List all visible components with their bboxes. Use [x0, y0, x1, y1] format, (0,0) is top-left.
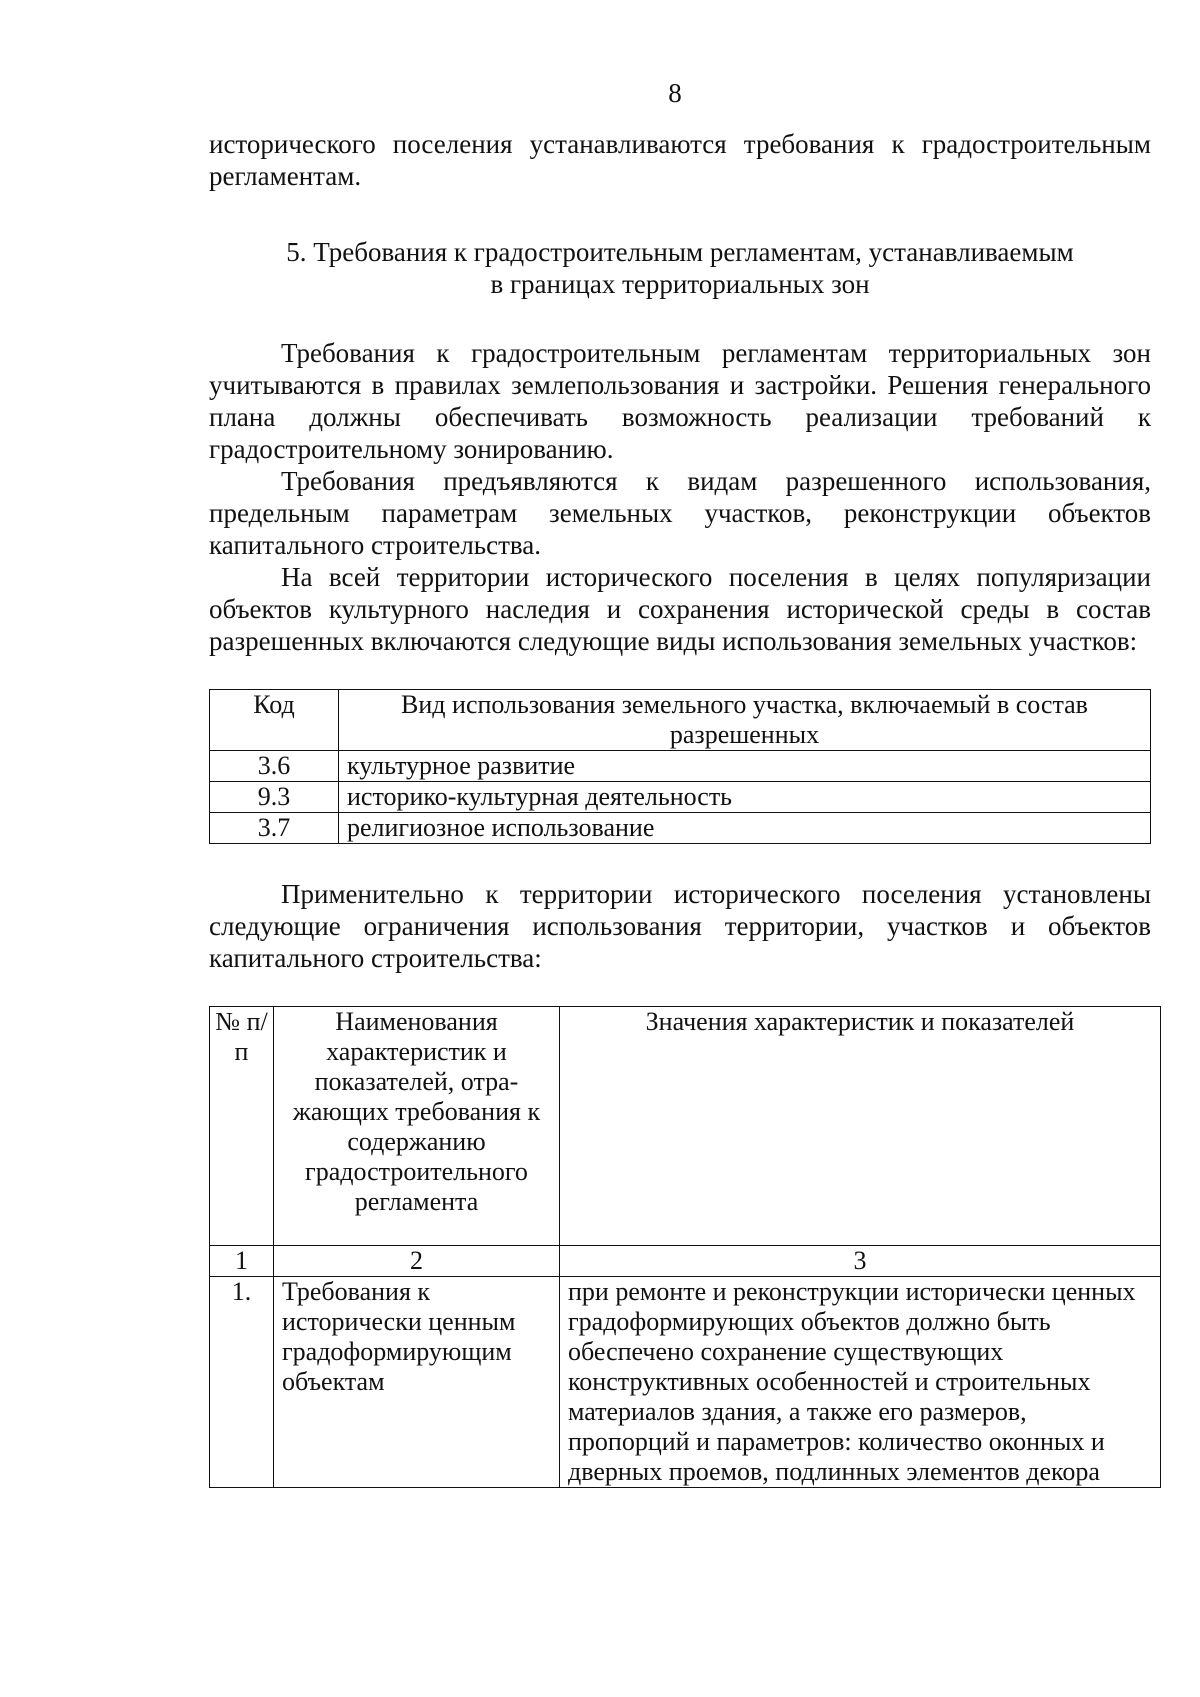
table-row	[210, 751, 1151, 782]
row-name: Требования к исторически ценным градоформирующим объектам	[274, 1277, 560, 1488]
table-row	[210, 813, 1151, 844]
header-num: № п/п	[210, 1007, 274, 1246]
column-numbers-row	[210, 1246, 1161, 1277]
header-values: Значения характеристик и показателей	[560, 1007, 1161, 1246]
table-row	[210, 1277, 1161, 1488]
restrictions-table	[209, 1006, 1161, 1488]
row-code: 9.3	[210, 782, 339, 813]
page-number: 8	[668, 78, 682, 108]
paragraph-1: Требования к градостроительным регламентам территориальных зон учитываются в правилах землепользования и застройки. Решения генерального плана должны обеспечивать возможность реализации требований к градостроительному зонированию.	[209, 338, 1151, 464]
row-code: 3.7	[210, 813, 339, 844]
row-kind: историко-культурная деятельность	[339, 782, 1151, 813]
column-number: 2	[274, 1246, 560, 1277]
column-number: 3	[560, 1246, 1161, 1277]
row-num: 1.	[210, 1277, 274, 1488]
section-heading-line-2: в границах территориальных зон	[490, 269, 870, 299]
section-heading-line-1: 5. Требования к градостроительным регламентам, устанавливаемым	[286, 237, 1074, 267]
restrictions-header-row	[210, 1007, 1161, 1246]
row-kind: культурное развитие	[339, 751, 1151, 782]
paragraph-after-table: Применительно к территории исторического поселения установлены следующие ограничения использования территории, участков и объектов капитального строительства:	[209, 879, 1151, 973]
table-row	[210, 782, 1151, 813]
row-code: 3.6	[210, 751, 339, 782]
header-kind: Вид использования земельного участка, включаемый в состав разрешенных	[339, 690, 1151, 751]
document-body	[209, 128, 1151, 1488]
section-heading	[209, 236, 1151, 300]
land-use-header-row	[210, 690, 1151, 751]
column-number: 1	[210, 1246, 274, 1277]
paragraph-3: На всей территории исторического поселения в целях популяризации объектов культурного наследия и сохранения исторической среды в состав разрешенных включаются следующие виды использования земельных участков:	[209, 562, 1151, 656]
paragraph-2: Требования предъявляются к видам разрешенного использования, предельным параметрам земельных участков, реконструкции объектов капитального строительства.	[209, 466, 1151, 560]
header-code: Код	[210, 690, 339, 751]
continuation-paragraph: исторического поселения устанавливаются требования к градостроительным регламентам.	[209, 129, 1151, 191]
row-kind: религиозное использование	[339, 813, 1151, 844]
header-name: Наименования характеристик и показателей, отра-жающих требования к содержанию градостроительного регламента	[274, 1007, 560, 1246]
land-use-table	[209, 689, 1151, 844]
row-value: при ремонте и реконструкции исторически ценных градоформирующих объектов должно быть обеспечено сохранение существующих конструктивных особенностей и строительных материалов здания, а также его размеров, пропорций и параметров: количество оконных и дверных проемов, подлинных элементов декора	[560, 1277, 1161, 1488]
